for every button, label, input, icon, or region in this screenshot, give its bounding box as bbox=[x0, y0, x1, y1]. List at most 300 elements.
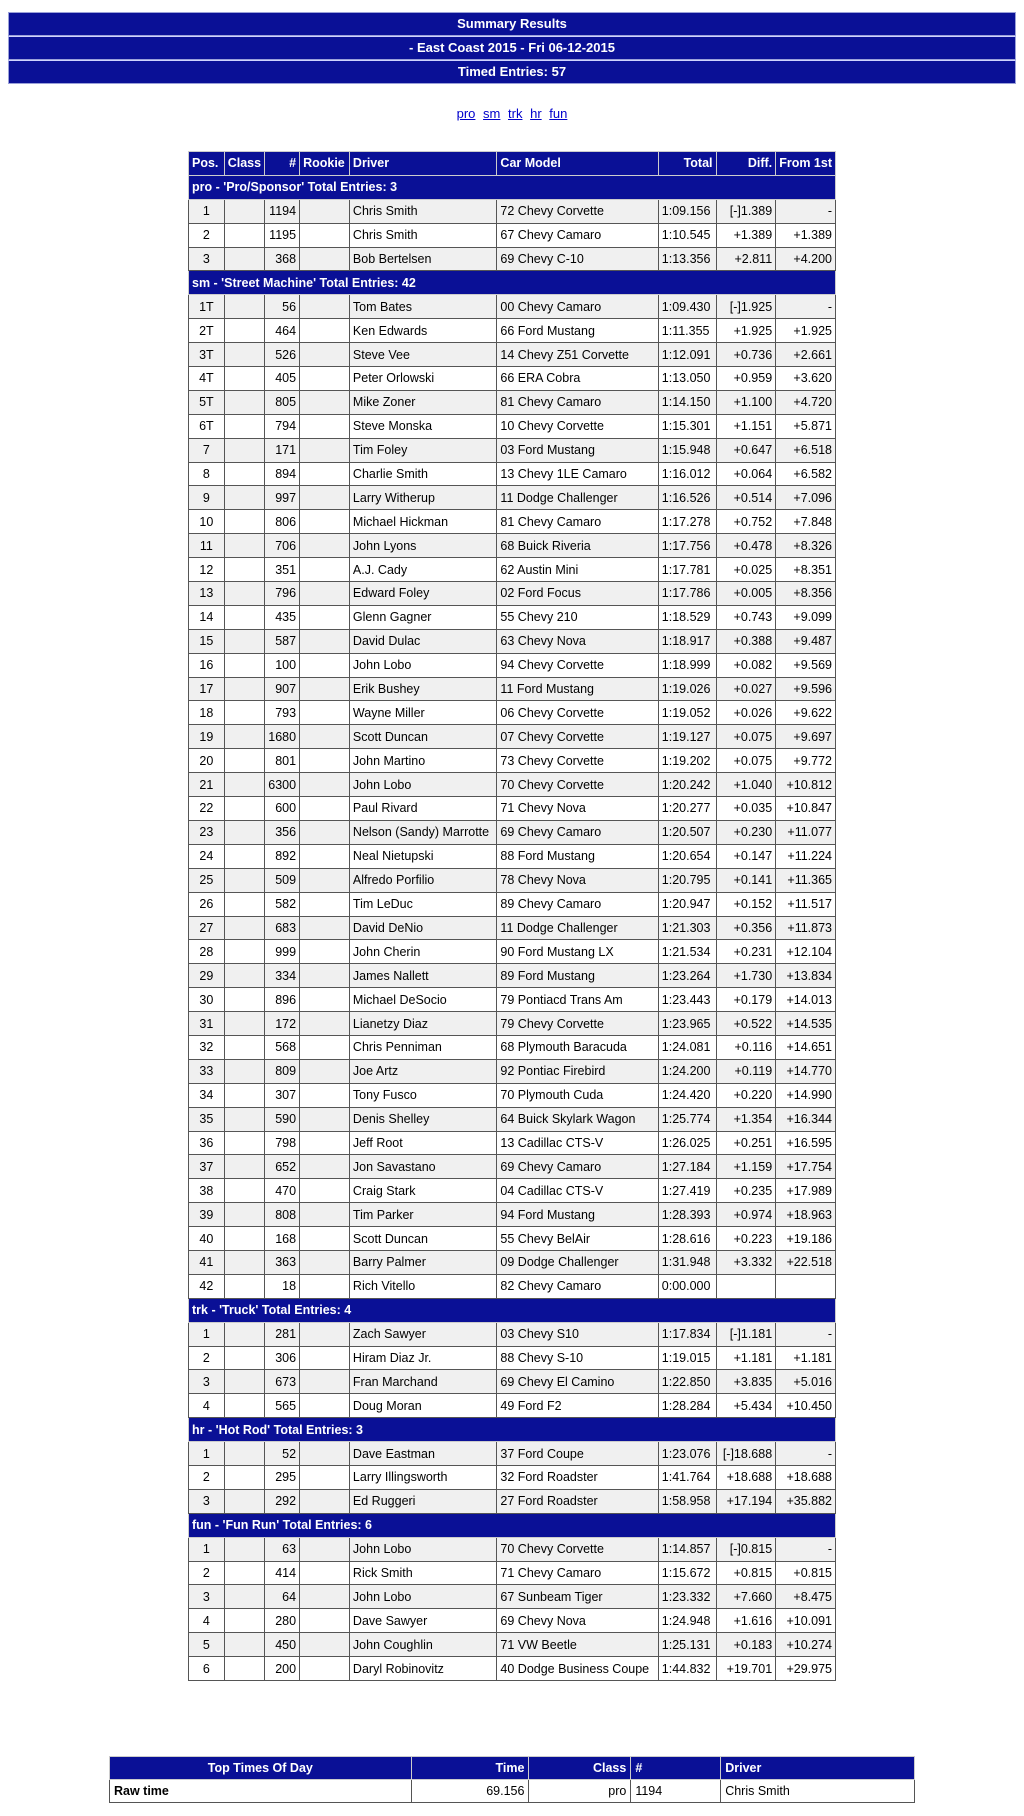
top-times-header-driver: Driver bbox=[721, 1757, 915, 1780]
cell-pos: 2 bbox=[189, 1346, 225, 1370]
cell-diff: +1.040 bbox=[716, 773, 776, 797]
table-row bbox=[189, 1394, 836, 1418]
cell-pos: 29 bbox=[189, 964, 225, 988]
cell-pos: 16 bbox=[189, 653, 225, 677]
cell-driver: Scott Duncan bbox=[349, 725, 497, 749]
cell-total: 1:20.242 bbox=[658, 773, 716, 797]
table-row bbox=[189, 749, 836, 773]
cell-car-number: 307 bbox=[265, 1083, 300, 1107]
cell-class bbox=[224, 629, 264, 653]
table-row bbox=[189, 390, 836, 414]
cell-car-number: 100 bbox=[265, 653, 300, 677]
cell-driver: Tim LeDuc bbox=[349, 892, 497, 916]
class-group-header bbox=[189, 1513, 836, 1537]
table-row bbox=[189, 988, 836, 1012]
cell-class bbox=[224, 1609, 264, 1633]
table-row bbox=[189, 1227, 836, 1251]
cell-total: 1:12.091 bbox=[658, 343, 716, 367]
cell-car-number: 1195 bbox=[265, 223, 300, 247]
page-header bbox=[8, 12, 1016, 84]
cell-rookie bbox=[300, 844, 350, 868]
cell-pos: 35 bbox=[189, 1107, 225, 1131]
cell-pos: 42 bbox=[189, 1274, 225, 1298]
cell-car-number: 896 bbox=[265, 988, 300, 1012]
cell-driver: Steve Monska bbox=[349, 414, 497, 438]
cell-driver: Paul Rivard bbox=[349, 797, 497, 821]
cell-car-model: 49 Ford F2 bbox=[497, 1394, 658, 1418]
class-group-title: hr - 'Hot Rod' Total Entries: 3 bbox=[189, 1418, 836, 1442]
cell-from-first: - bbox=[776, 1322, 836, 1346]
class-group-header bbox=[189, 1298, 836, 1322]
cell-class bbox=[224, 1489, 264, 1513]
cell-class bbox=[224, 725, 264, 749]
cell-driver: Daryl Robinovitz bbox=[349, 1657, 497, 1681]
cell-diff: +1.181 bbox=[716, 1346, 776, 1370]
timed-entries-count: Timed Entries: 57 bbox=[8, 60, 1016, 84]
cell-diff: +1.100 bbox=[716, 390, 776, 414]
top-times-label: Raw time bbox=[110, 1780, 412, 1803]
cell-car-number: 172 bbox=[265, 1012, 300, 1036]
cell-total: 1:23.965 bbox=[658, 1012, 716, 1036]
cell-pos: 3 bbox=[189, 1585, 225, 1609]
cell-car-model: 13 Cadillac CTS-V bbox=[497, 1131, 658, 1155]
cell-rookie bbox=[300, 773, 350, 797]
cell-driver: John Lyons bbox=[349, 534, 497, 558]
cell-rookie bbox=[300, 1657, 350, 1681]
cell-total: 1:21.303 bbox=[658, 916, 716, 940]
cell-diff: +0.752 bbox=[716, 510, 776, 534]
cell-from-first: +17.989 bbox=[776, 1179, 836, 1203]
cell-diff: +0.230 bbox=[716, 820, 776, 844]
cell-diff: +0.959 bbox=[716, 367, 776, 391]
cell-class bbox=[224, 1107, 264, 1131]
cell-diff: +0.388 bbox=[716, 629, 776, 653]
cell-pos: 10 bbox=[189, 510, 225, 534]
cell-car-model: 92 Pontiac Firebird bbox=[497, 1059, 658, 1083]
table-row bbox=[189, 820, 836, 844]
cell-class bbox=[224, 510, 264, 534]
cell-driver: Peter Orlowski bbox=[349, 367, 497, 391]
table-row bbox=[189, 414, 836, 438]
cell-car-number: 600 bbox=[265, 797, 300, 821]
cell-driver: Edward Foley bbox=[349, 582, 497, 606]
cell-pos: 39 bbox=[189, 1203, 225, 1227]
cell-class bbox=[224, 1394, 264, 1418]
col-header-total: Total bbox=[658, 152, 716, 176]
cell-car-number: 168 bbox=[265, 1227, 300, 1251]
cell-class bbox=[224, 701, 264, 725]
cell-car-number: 1194 bbox=[265, 199, 300, 223]
table-row bbox=[189, 1012, 836, 1036]
cell-from-first: +6.518 bbox=[776, 438, 836, 462]
table-row bbox=[189, 1203, 836, 1227]
cell-car-model: 66 ERA Cobra bbox=[497, 367, 658, 391]
cell-car-model: 09 Dodge Challenger bbox=[497, 1250, 658, 1274]
cell-diff: +0.478 bbox=[716, 534, 776, 558]
nav-link-hr[interactable]: hr bbox=[530, 106, 542, 121]
cell-from-first: +14.770 bbox=[776, 1059, 836, 1083]
cell-diff: +0.147 bbox=[716, 844, 776, 868]
cell-class bbox=[224, 1250, 264, 1274]
cell-driver: Chris Penniman bbox=[349, 1035, 497, 1059]
cell-pos: 8 bbox=[189, 462, 225, 486]
table-row bbox=[189, 1489, 836, 1513]
table-row bbox=[189, 1370, 836, 1394]
cell-car-model: 69 Chevy C-10 bbox=[497, 247, 658, 271]
cell-total: 1:28.616 bbox=[658, 1227, 716, 1251]
col-header-class: Class bbox=[224, 152, 264, 176]
cell-car-number: 805 bbox=[265, 390, 300, 414]
cell-car-model: 71 VW Beetle bbox=[497, 1633, 658, 1657]
cell-total: 1:14.150 bbox=[658, 390, 716, 414]
cell-car-number: 295 bbox=[265, 1465, 300, 1489]
cell-diff: +0.075 bbox=[716, 749, 776, 773]
cell-car-number: 509 bbox=[265, 868, 300, 892]
cell-diff: +0.005 bbox=[716, 582, 776, 606]
cell-diff: [-]0.815 bbox=[716, 1537, 776, 1561]
cell-rookie bbox=[300, 1274, 350, 1298]
table-row bbox=[189, 1274, 836, 1298]
cell-driver: Mike Zoner bbox=[349, 390, 497, 414]
cell-class bbox=[224, 749, 264, 773]
cell-pos: 33 bbox=[189, 1059, 225, 1083]
cell-class bbox=[224, 462, 264, 486]
cell-from-first: - bbox=[776, 1537, 836, 1561]
cell-diff: +19.701 bbox=[716, 1657, 776, 1681]
cell-diff: +0.064 bbox=[716, 462, 776, 486]
cell-rookie bbox=[300, 1250, 350, 1274]
cell-total: 1:17.278 bbox=[658, 510, 716, 534]
cell-rookie bbox=[300, 653, 350, 677]
cell-diff: [-]1.925 bbox=[716, 295, 776, 319]
cell-diff: +0.035 bbox=[716, 797, 776, 821]
class-group-header bbox=[189, 175, 836, 199]
cell-from-first: +8.356 bbox=[776, 582, 836, 606]
cell-from-first: +9.697 bbox=[776, 725, 836, 749]
cell-class bbox=[224, 820, 264, 844]
cell-class bbox=[224, 1633, 264, 1657]
cell-rookie bbox=[300, 558, 350, 582]
cell-car-model: 40 Dodge Business Coupe bbox=[497, 1657, 658, 1681]
cell-car-number: 673 bbox=[265, 1370, 300, 1394]
top-times-driver: Chris Smith bbox=[721, 1780, 915, 1803]
cell-rookie bbox=[300, 940, 350, 964]
cell-driver: Rich Vitello bbox=[349, 1274, 497, 1298]
cell-rookie bbox=[300, 319, 350, 343]
cell-class bbox=[224, 1465, 264, 1489]
cell-class bbox=[224, 367, 264, 391]
table-row bbox=[189, 1107, 836, 1131]
cell-diff: +7.660 bbox=[716, 1585, 776, 1609]
cell-car-model: 27 Ford Roadster bbox=[497, 1489, 658, 1513]
cell-class bbox=[224, 390, 264, 414]
cell-pos: 27 bbox=[189, 916, 225, 940]
top-times-row bbox=[110, 1780, 915, 1803]
cell-driver: Craig Stark bbox=[349, 1179, 497, 1203]
cell-pos: 3 bbox=[189, 1370, 225, 1394]
class-group-header bbox=[189, 1418, 836, 1442]
cell-from-first: +19.186 bbox=[776, 1227, 836, 1251]
table-row bbox=[189, 1322, 836, 1346]
cell-car-model: 06 Chevy Corvette bbox=[497, 701, 658, 725]
table-row bbox=[189, 1059, 836, 1083]
cell-diff: +17.194 bbox=[716, 1489, 776, 1513]
cell-car-model: 89 Chevy Camaro bbox=[497, 892, 658, 916]
cell-diff: +0.251 bbox=[716, 1131, 776, 1155]
cell-rookie bbox=[300, 964, 350, 988]
cell-car-model: 11 Dodge Challenger bbox=[497, 486, 658, 510]
cell-driver: Scott Duncan bbox=[349, 1227, 497, 1251]
cell-rookie bbox=[300, 367, 350, 391]
cell-rookie bbox=[300, 1633, 350, 1657]
cell-class bbox=[224, 988, 264, 1012]
cell-pos: 18 bbox=[189, 701, 225, 725]
cell-class bbox=[224, 247, 264, 271]
cell-driver: David DeNio bbox=[349, 916, 497, 940]
cell-pos: 17 bbox=[189, 677, 225, 701]
cell-diff: +0.356 bbox=[716, 916, 776, 940]
cell-driver: Dave Sawyer bbox=[349, 1609, 497, 1633]
cell-from-first: +10.812 bbox=[776, 773, 836, 797]
cell-diff: +1.354 bbox=[716, 1107, 776, 1131]
cell-car-model: 55 Chevy BelAir bbox=[497, 1227, 658, 1251]
cell-class bbox=[224, 1346, 264, 1370]
cell-car-model: 64 Buick Skylark Wagon bbox=[497, 1107, 658, 1131]
cell-car-number: 568 bbox=[265, 1035, 300, 1059]
cell-driver: Erik Bushey bbox=[349, 677, 497, 701]
cell-from-first: +5.016 bbox=[776, 1370, 836, 1394]
cell-total: 1:20.507 bbox=[658, 820, 716, 844]
cell-car-number: 1680 bbox=[265, 725, 300, 749]
cell-driver: Rick Smith bbox=[349, 1561, 497, 1585]
cell-diff: [-]18.688 bbox=[716, 1442, 776, 1466]
cell-driver: John Coughlin bbox=[349, 1633, 497, 1657]
cell-pos: 30 bbox=[189, 988, 225, 1012]
table-row bbox=[189, 892, 836, 916]
table-row bbox=[189, 1179, 836, 1203]
cell-pos: 5T bbox=[189, 390, 225, 414]
cell-class bbox=[224, 1442, 264, 1466]
cell-diff: +0.743 bbox=[716, 605, 776, 629]
cell-pos: 15 bbox=[189, 629, 225, 653]
table-row bbox=[189, 1633, 836, 1657]
cell-car-number: 907 bbox=[265, 677, 300, 701]
cell-total: 1:23.332 bbox=[658, 1585, 716, 1609]
cell-total: 1:31.948 bbox=[658, 1250, 716, 1274]
cell-diff: +1.159 bbox=[716, 1155, 776, 1179]
cell-pos: 34 bbox=[189, 1083, 225, 1107]
cell-from-first: +3.620 bbox=[776, 367, 836, 391]
cell-pos: 3 bbox=[189, 1489, 225, 1513]
cell-from-first: +17.754 bbox=[776, 1155, 836, 1179]
cell-rookie bbox=[300, 462, 350, 486]
cell-total: 1:18.917 bbox=[658, 629, 716, 653]
table-row bbox=[189, 1537, 836, 1561]
cell-diff: +18.688 bbox=[716, 1465, 776, 1489]
cell-from-first: +4.200 bbox=[776, 247, 836, 271]
table-row bbox=[189, 701, 836, 725]
cell-class bbox=[224, 797, 264, 821]
results-header-row bbox=[189, 152, 836, 176]
cell-rookie bbox=[300, 1585, 350, 1609]
nav-link-fun[interactable]: fun bbox=[549, 106, 568, 121]
cell-total: 1:18.529 bbox=[658, 605, 716, 629]
cell-total: 1:17.756 bbox=[658, 534, 716, 558]
cell-class bbox=[224, 1059, 264, 1083]
cell-diff: +0.119 bbox=[716, 1059, 776, 1083]
cell-pos: 1 bbox=[189, 1322, 225, 1346]
cell-class bbox=[224, 1274, 264, 1298]
table-row bbox=[189, 605, 836, 629]
cell-car-number: 526 bbox=[265, 343, 300, 367]
table-row bbox=[189, 1465, 836, 1489]
cell-car-number: 796 bbox=[265, 582, 300, 606]
cell-class bbox=[224, 844, 264, 868]
cell-pos: 1 bbox=[189, 1442, 225, 1466]
cell-pos: 5 bbox=[189, 1633, 225, 1657]
cell-class bbox=[224, 1083, 264, 1107]
cell-driver: John Lobo bbox=[349, 1585, 497, 1609]
cell-from-first: +18.963 bbox=[776, 1203, 836, 1227]
cell-pos: 25 bbox=[189, 868, 225, 892]
cell-total: 1:24.081 bbox=[658, 1035, 716, 1059]
cell-diff: [-]1.181 bbox=[716, 1322, 776, 1346]
cell-from-first: +0.815 bbox=[776, 1561, 836, 1585]
cell-total: 1:19.015 bbox=[658, 1346, 716, 1370]
cell-rookie bbox=[300, 629, 350, 653]
cell-pos: 32 bbox=[189, 1035, 225, 1059]
cell-diff: +0.220 bbox=[716, 1083, 776, 1107]
cell-total: 1:26.025 bbox=[658, 1131, 716, 1155]
top-times-header-row bbox=[110, 1757, 915, 1780]
col-header-number: # bbox=[265, 152, 300, 176]
cell-car-number: 565 bbox=[265, 1394, 300, 1418]
cell-pos: 2T bbox=[189, 319, 225, 343]
cell-pos: 40 bbox=[189, 1227, 225, 1251]
cell-diff: +1.730 bbox=[716, 964, 776, 988]
cell-car-number: 306 bbox=[265, 1346, 300, 1370]
cell-rookie bbox=[300, 988, 350, 1012]
nav-link-sm[interactable]: sm bbox=[483, 106, 501, 121]
cell-class bbox=[224, 773, 264, 797]
cell-rookie bbox=[300, 1203, 350, 1227]
cell-driver: Wayne Miller bbox=[349, 701, 497, 725]
top-times-time: 69.156 bbox=[411, 1780, 529, 1803]
cell-total: 1:13.356 bbox=[658, 247, 716, 271]
cell-car-number: 894 bbox=[265, 462, 300, 486]
cell-pos: 1 bbox=[189, 199, 225, 223]
cell-car-number: 200 bbox=[265, 1657, 300, 1681]
table-row bbox=[189, 1250, 836, 1274]
cell-rookie bbox=[300, 438, 350, 462]
cell-diff: +1.151 bbox=[716, 414, 776, 438]
cell-driver: Barry Palmer bbox=[349, 1250, 497, 1274]
cell-driver: David Dulac bbox=[349, 629, 497, 653]
table-row bbox=[189, 1346, 836, 1370]
cell-car-number: 351 bbox=[265, 558, 300, 582]
cell-driver: Lianetzy Diaz bbox=[349, 1012, 497, 1036]
cell-driver: A.J. Cady bbox=[349, 558, 497, 582]
cell-from-first: +9.099 bbox=[776, 605, 836, 629]
cell-from-first: +11.224 bbox=[776, 844, 836, 868]
cell-from-first: +14.535 bbox=[776, 1012, 836, 1036]
table-row bbox=[189, 1657, 836, 1681]
cell-rookie bbox=[300, 1465, 350, 1489]
cell-from-first: +35.882 bbox=[776, 1489, 836, 1513]
cell-diff: +0.183 bbox=[716, 1633, 776, 1657]
cell-driver: Tim Parker bbox=[349, 1203, 497, 1227]
cell-total: 1:28.284 bbox=[658, 1394, 716, 1418]
cell-diff: +2.811 bbox=[716, 247, 776, 271]
cell-from-first: +10.091 bbox=[776, 1609, 836, 1633]
cell-from-first: +1.389 bbox=[776, 223, 836, 247]
cell-class bbox=[224, 677, 264, 701]
class-nav-links bbox=[0, 106, 1024, 121]
cell-rookie bbox=[300, 725, 350, 749]
cell-rookie bbox=[300, 1370, 350, 1394]
nav-link-trk[interactable]: trk bbox=[508, 106, 523, 121]
cell-car-number: 582 bbox=[265, 892, 300, 916]
cell-pos: 2 bbox=[189, 223, 225, 247]
cell-driver: Chris Smith bbox=[349, 199, 497, 223]
cell-total: 1:09.156 bbox=[658, 199, 716, 223]
cell-driver: Steve Vee bbox=[349, 343, 497, 367]
cell-pos: 41 bbox=[189, 1250, 225, 1274]
cell-class bbox=[224, 1370, 264, 1394]
cell-total: 1:10.545 bbox=[658, 223, 716, 247]
cell-rookie bbox=[300, 486, 350, 510]
cell-pos: 13 bbox=[189, 582, 225, 606]
cell-car-model: 37 Ford Coupe bbox=[497, 1442, 658, 1466]
cell-car-model: 71 Chevy Camaro bbox=[497, 1561, 658, 1585]
cell-car-number: 6300 bbox=[265, 773, 300, 797]
cell-diff: +0.152 bbox=[716, 892, 776, 916]
cell-car-model: 04 Cadillac CTS-V bbox=[497, 1179, 658, 1203]
cell-from-first: +10.847 bbox=[776, 797, 836, 821]
cell-car-number: 464 bbox=[265, 319, 300, 343]
cell-pos: 9 bbox=[189, 486, 225, 510]
cell-pos: 24 bbox=[189, 844, 225, 868]
cell-from-first: +6.582 bbox=[776, 462, 836, 486]
results-body bbox=[189, 175, 836, 1680]
cell-from-first: +7.848 bbox=[776, 510, 836, 534]
cell-car-model: 90 Ford Mustang LX bbox=[497, 940, 658, 964]
cell-diff: +0.025 bbox=[716, 558, 776, 582]
cell-pos: 1 bbox=[189, 1537, 225, 1561]
cell-class bbox=[224, 964, 264, 988]
col-header-diff: Diff. bbox=[716, 152, 776, 176]
cell-driver: Neal Nietupski bbox=[349, 844, 497, 868]
cell-car-model: 13 Chevy 1LE Camaro bbox=[497, 462, 658, 486]
cell-car-number: 999 bbox=[265, 940, 300, 964]
cell-driver: John Cherin bbox=[349, 940, 497, 964]
table-row bbox=[189, 797, 836, 821]
cell-class bbox=[224, 1322, 264, 1346]
table-row bbox=[189, 223, 836, 247]
table-row bbox=[189, 1442, 836, 1466]
cell-total: 1:23.264 bbox=[658, 964, 716, 988]
cell-driver: Alfredo Porfilio bbox=[349, 868, 497, 892]
nav-link-pro[interactable]: pro bbox=[456, 106, 476, 121]
cell-diff: +0.179 bbox=[716, 988, 776, 1012]
cell-from-first: +1.181 bbox=[776, 1346, 836, 1370]
col-header-driver: Driver bbox=[349, 152, 497, 176]
cell-pos: 11 bbox=[189, 534, 225, 558]
cell-rookie bbox=[300, 247, 350, 271]
cell-class bbox=[224, 1179, 264, 1203]
cell-pos: 4T bbox=[189, 367, 225, 391]
cell-car-number: 997 bbox=[265, 486, 300, 510]
